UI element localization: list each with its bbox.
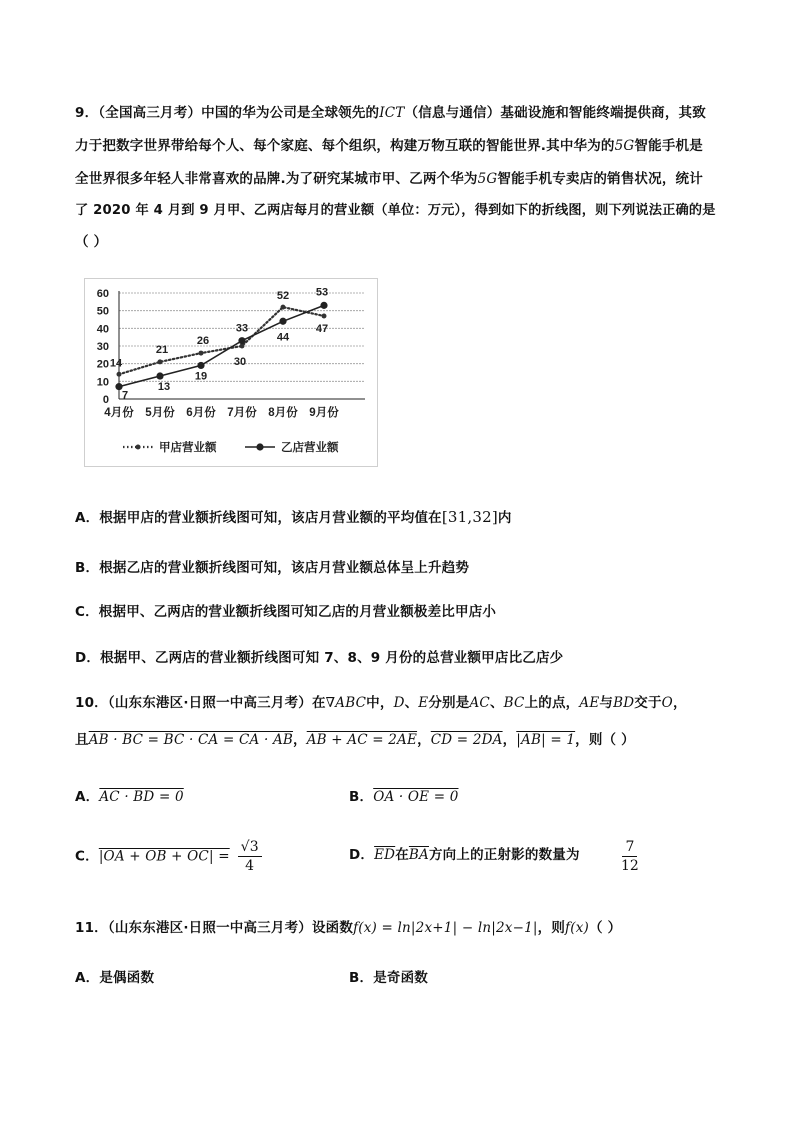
revenue-line-chart [84, 278, 378, 467]
x-tick-label: 8月份 [268, 407, 298, 419]
q9-option-c: C．根据甲、乙两店的营业额折线图可知乙店的月营业额极差比甲店小 [75, 604, 497, 620]
y-tick-label: 40 [96, 323, 109, 336]
q10-option-b: B．OA · OE = 0 [349, 789, 459, 805]
chart-canvas [85, 279, 377, 466]
y-tick-label: 0 [102, 394, 109, 406]
data-label: 7 [121, 389, 129, 402]
q10-stem-line2: 且AB · BC = BC · CA = CA · AB，AB + AC = 2AE，CD = 2DA，|AB| = 1，则（ ） [75, 732, 635, 748]
q10-stem-line1: 10．（山东东港区·日照一中高三月考）在∇ABC中，D、E分别是AC、BC上的点，AE与BD交于O， [75, 695, 687, 711]
data-point [197, 362, 204, 369]
data-point [117, 372, 122, 377]
data-label: 47 [315, 322, 329, 335]
data-point [281, 305, 286, 310]
y-tick-label: 50 [96, 305, 109, 318]
data-label: 44 [276, 331, 290, 344]
q11-option-a: A．是偶函数 [75, 970, 155, 986]
legend-label-1: 甲店营业额 [159, 442, 217, 454]
data-label: 33 [235, 322, 249, 335]
q9-option-a: A．根据甲店的营业额折线图可知，该店月营业额的平均值在[31,32]内 [75, 508, 512, 526]
y-tick-label: 60 [96, 288, 109, 300]
data-point [158, 359, 163, 364]
q10-option-d-fraction: $\frac{7}{12}$ [621, 839, 639, 874]
data-label: 30 [233, 356, 247, 368]
y-tick-label: 20 [96, 358, 109, 371]
legend-label-2: 乙店营业额 [281, 442, 339, 454]
q11-option-b: B．是奇函数 [349, 970, 428, 986]
data-label: 19 [194, 370, 208, 383]
legend-marker-1 [136, 445, 141, 450]
data-point [322, 313, 327, 318]
data-label: 52 [276, 290, 290, 303]
x-tick-label: 4月份 [104, 407, 134, 419]
q9-answer-paren: （ ） [75, 234, 108, 250]
data-point [320, 302, 327, 309]
data-label: 14 [109, 357, 123, 370]
data-label: 13 [157, 381, 171, 394]
x-tick-label: 7月份 [227, 407, 257, 419]
data-label: 53 [315, 286, 329, 299]
q9-option-b: B．根据乙店的营业额折线图可知，该店月营业额总体呈上升趋势 [75, 560, 470, 576]
x-tick-label: 9月份 [309, 407, 339, 419]
q9-stem-line1: 9．（全国高三月考）中国的华为公司是全球领先的ICT（信息与通信）基础设施和智能终端提供商，其致 [75, 105, 706, 121]
x-tick-label: 6月份 [186, 407, 216, 419]
q10-option-a: A．AC · BD = 0 [75, 789, 184, 805]
data-label: 21 [155, 343, 169, 356]
legend-marker-2 [256, 443, 263, 450]
q9-stem-line3: 全世界很多年轻人非常喜欢的品牌.为了研究某城市甲、乙两个华为5G智能手机专卖店的销售状况，统计 [75, 171, 703, 187]
q10-option-c: C．|OA + OB + OC| = $\frac{√3}{4}$ [75, 838, 262, 875]
data-point [279, 318, 286, 325]
x-tick-label: 5月份 [145, 407, 175, 419]
data-point [156, 372, 163, 379]
data-point [199, 351, 204, 356]
q9-option-d: D．根据甲、乙两店的营业额折线图可知 7、8、9 月份的总营业额甲店比乙店少 [75, 650, 564, 666]
data-point [238, 337, 245, 344]
q10-option-c-fraction: $\frac{√3}{4}$ [238, 838, 262, 875]
y-tick-label: 10 [96, 376, 109, 389]
q9-stem-line2: 力于把数字世界带给每个人、每个家庭、每个组织，构建万物互联的智能世界.其中华为的5G智能手机是 [75, 138, 703, 154]
q10-option-d: D．$\overline{ED}$在$\overline{BA}$方向上的正射影的数量为 [349, 847, 580, 863]
q11-stem: 11．（山东东港区·日照一中高三月考）设函数f(x) = ln|2x+1| − ln|2x−1|，则f(x)（ ） [75, 920, 622, 936]
q9-stem-line4: 了 2020 年 4 月到 9 月甲、乙两店每月的营业额（单位：万元），得到如下的折线图，则下列说法正确的是 [75, 203, 716, 218]
data-label: 26 [196, 335, 210, 348]
y-tick-label: 30 [96, 341, 109, 353]
